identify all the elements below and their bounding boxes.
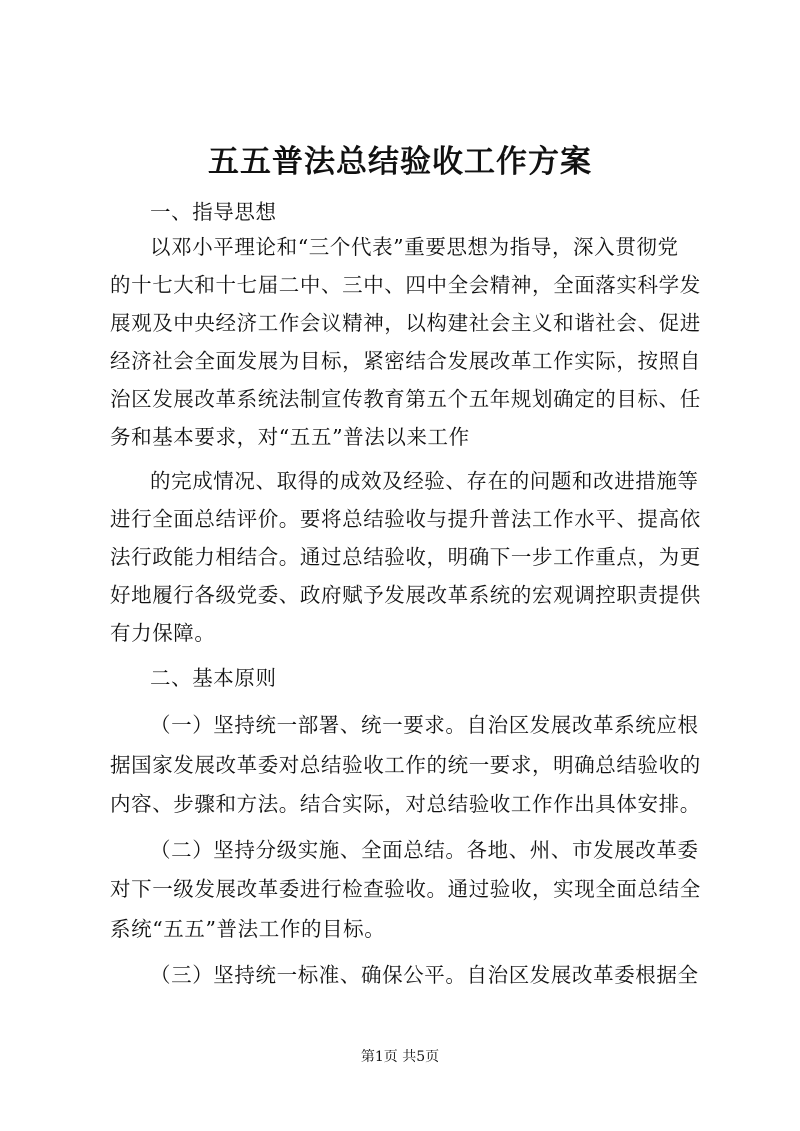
paragraph-line: 经济社会全面发展为目标，紧密结合发展改革工作实际，按照自 [110,349,701,373]
page-number: 第1页 共5页 [360,1049,440,1065]
paragraph-line: 务和基本要求，对“五五”普法以来工作 [110,425,470,449]
paragraph-line: 展观及中央经济工作会议精神，以构建社会主义和谐社会、促进 [110,311,701,335]
section-heading: 一、指导思想 [150,200,277,224]
paragraph-line: 内容、步骤和方法。结合实际，对总结验收工作作出具体安排。 [110,792,701,816]
paragraph-line: 有力保障。 [110,621,216,645]
paragraph-line: 好地履行各级党委、政府赋予发展改革系统的宏观调控职责提供 [110,583,701,607]
document-title: 五五普法总结验收工作方案 [208,144,592,180]
paragraph-line: 以邓小平理论和“三个代表”重要思想为指导，深入贯彻党 [150,235,679,259]
paragraph-line: （一）坚持统一部署、统一要求。自治区发展改革系统应根 [150,713,699,737]
paragraph-line: 法行政能力相结合。通过总结验收，明确下一步工作重点，为更 [110,545,701,569]
paragraph-line: （三）坚持统一标准、确保公平。自治区发展改革委根据全 [150,963,699,987]
paragraph-line: 进行全面总结评价。要将总结验收与提升普法工作水平、提高依 [110,507,701,531]
paragraph-line: 对下一级发展改革委进行检查验收。通过验收，实现全面总结全 [110,877,701,901]
section-heading: 二、基本原则 [150,666,277,690]
paragraph-line: 的完成情况、取得的成效及经验、存在的问题和改进措施等 [150,469,699,493]
paragraph-line: 据国家发展改革委对总结验收工作的统一要求，明确总结验收的 [110,753,701,777]
paragraph-line: 的十七大和十七届二中、三中、四中全会精神，全面落实科学发 [110,273,701,297]
paragraph-line: 系统“五五”普法工作的目标。 [110,917,386,941]
paragraph-line: 治区发展改革系统法制宣传教育第五个五年规划确定的目标、任 [110,387,701,411]
paragraph-line: （二）坚持分级实施、全面总结。各地、州、市发展改革委 [150,838,699,862]
